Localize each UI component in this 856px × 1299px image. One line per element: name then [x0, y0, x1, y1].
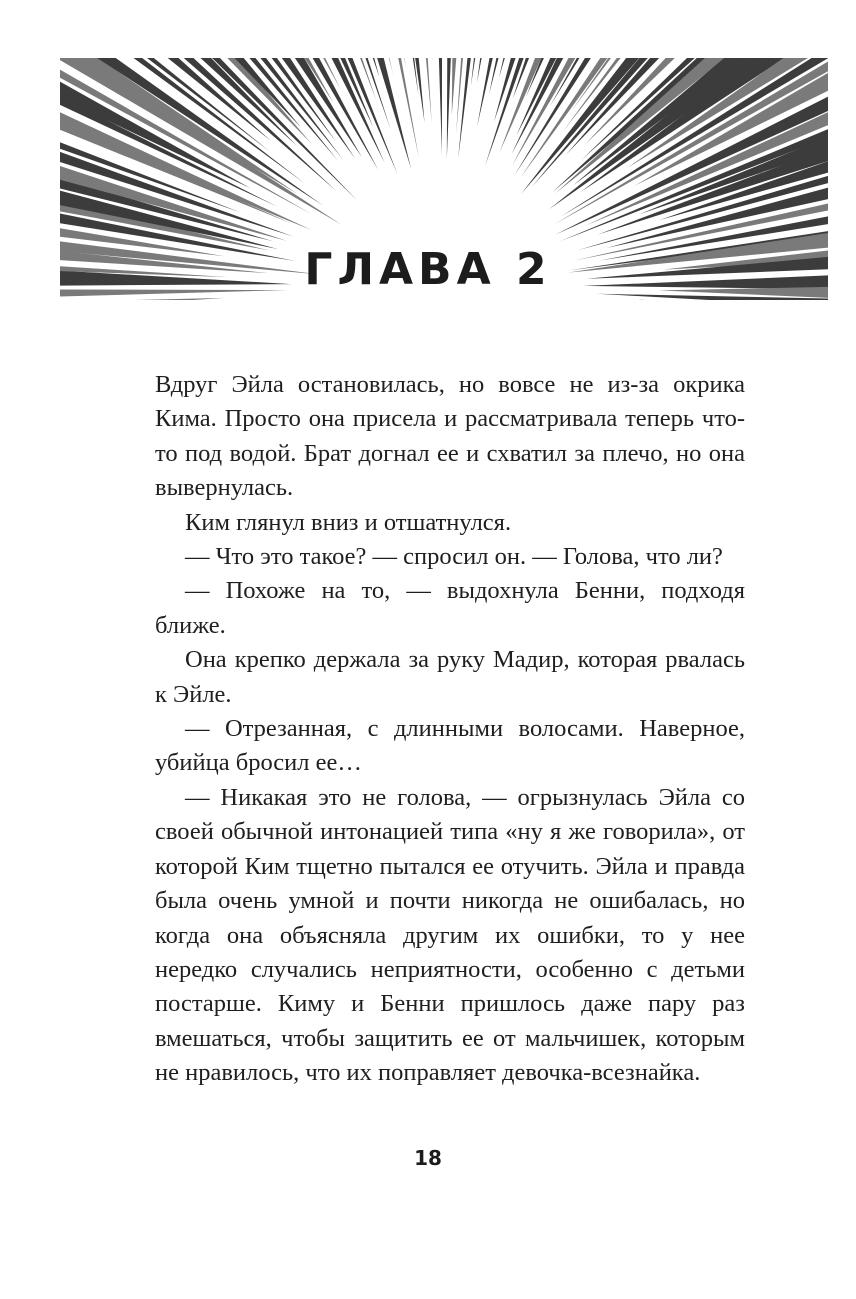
paragraph: Ким глянул вниз и отшатнулся.: [185, 508, 512, 536]
paragraph: — Что это такое? — спросил он. — Голова, что ли?: [185, 543, 723, 571]
chapter-title: ГЛАВА 2: [304, 244, 552, 295]
paragraph: — Отрезанная, с длинными волосами. Наверное, убийца бросил ее…: [155, 715, 745, 777]
speed-line: [452, 58, 510, 115]
paragraph: — Никакая это не голова, — огрызнулась Эйла со своей обычной интонацией типа «ну я же говорила», от которой Ким тщетно пытался ее отучить. Эйла и правда была очень умной и почти никогда не ошибалась, но когда она объясняла другим их ошибки, то у нее нередко случались неприятности, особенно с детьми постарше. Киму и Бенни пришлось даже пару раз вмешаться, чтобы защитить ее от мальчишек, которым не нравилось, что их поправляет девочка-всезнайка.: [155, 783, 745, 1087]
paragraph: Вдруг Эйла остановилась, но вовсе не из-за окрика Кима. Просто она присела и рассматривала теперь что-то под водой. Брат догнал ее и схватил за плечо, но она вывернулась.: [155, 371, 745, 502]
paragraph: — Похоже на то, — выдохнула Бенни, подходя ближе.: [155, 577, 745, 639]
page-number: 18: [414, 1146, 442, 1170]
speed-line: [386, 58, 432, 61]
chapter-text: [155, 368, 745, 1091]
paragraph: Она крепко держала за руку Мадир, которая рвалась к Эйле.: [155, 646, 745, 708]
